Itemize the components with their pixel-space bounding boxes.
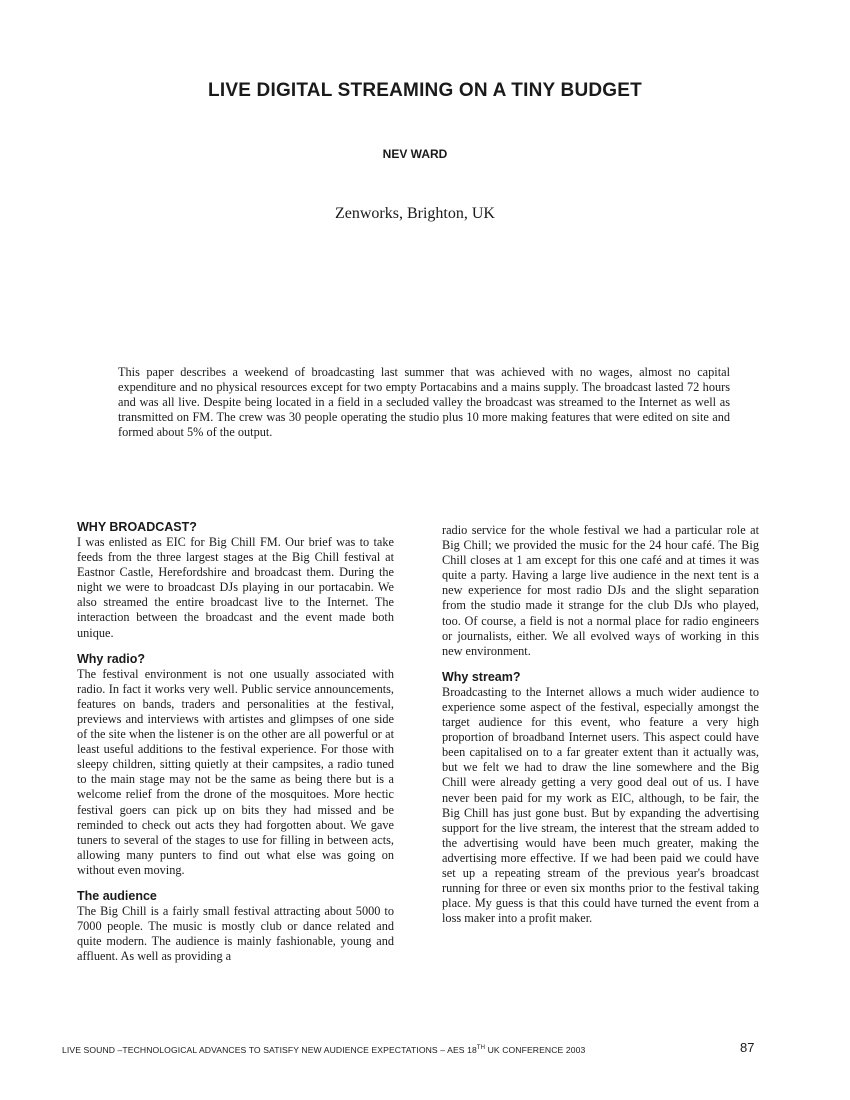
author-affiliation: Zenworks, Brighton, UK — [335, 205, 495, 222]
section-body-the-audience-part1: The Big Chill is a fairly small festival attracting about 5000 to 7000 people. The music is mostly club or dance related and quite modern. The audience is mainly fashionable, young and affluent. As well as providing a — [77, 903, 394, 964]
section-body-the-audience-part2: radio service for the whole festival we had a particular role at Big Chill; we provided the music for the 24 hour café. The Big Chill closes at 1 am except for this one café and at times it was quite a party. Having a large live audience in the next tent is a new experience for most radio DJs and the slight separation from the studio made it strange for the club DJs who played, too. Of course, a field is not a normal place for radio engineers or journalists, either. We all evolved ways of working in this new environment. — [442, 523, 759, 658]
footer-superscript: TH — [476, 1045, 486, 1052]
page-number: 87 — [740, 1040, 755, 1055]
section-heading-why-radio: Why radio? — [77, 651, 146, 666]
footer-text-end: UK CONFERENCE 2003 — [485, 1045, 586, 1055]
paper-title: LIVE DIGITAL STREAMING ON A TINY BUDGET — [208, 80, 642, 101]
section-body-why-radio: The festival environment is not one usually associated with radio. In fact it works very well. Public service announcements, features on bands, traders and personalities at the festival, previews and interviews with artistes and glimpses of one side of the site when the listener is on the other are all powerful or at least useful additions to the festival experience. For those with sleepy children, sitting quietly at their campsites, a radio tuned to the main stage may not be the same as being there but is a welcome relief from the drone of the mosquitoes. More hectic festival goers can pick up on bits they had missed and be reminded to check out acts they had forgotten about. We gave tuners to several of the stages to use for filling in between acts, allowing many punters to find out what else was going on without even moving. — [77, 666, 394, 877]
running-footer — [62, 1045, 702, 1055]
abstract: This paper describes a weekend of broadcasting last summer that was achieved with no wages, almost no capital expenditure and no physical resources except for two empty Portacabins and a mains supply. The broadcast lasted 72 hours and was all live. Despite being located in a field in a secluded valley the broadcast was streamed to the Internet as well as transmitted on FM. The crew was 30 people operating the studio plus 10 more making features that were edited on site and formed about 5% of the output. — [118, 365, 730, 440]
section-heading-the-audience: The audience — [77, 888, 157, 903]
author-name: NEV WARD — [382, 147, 448, 161]
section-heading-why-broadcast: WHY BROADCAST? — [77, 520, 197, 534]
section-body-why-broadcast: I was enlisted as EIC for Big Chill FM. Our brief was to take feeds from the three largest stages at the Big Chill festival at Eastnor Castle, Herefordshire and broadcast them. During the night we were to broadcast DJs playing in our portacabin. We also streamed the entire broadcast live to the Internet. The interaction between the broadcast and the event made both unique. — [77, 535, 394, 640]
right-column — [442, 523, 759, 937]
left-column — [77, 520, 394, 975]
footer-text: LIVE SOUND –TECHNOLOGICAL ADVANCES TO SATISFY NEW AUDIENCE EXPECTATIONS – AES 18 — [62, 1045, 477, 1055]
section-body-why-stream: Broadcasting to the Internet allows a much wider audience to experience some aspect of the festival, especially amongst the target audience for this event, who feature a very high proportion of broadband Internet users. This aspect could have been capitalised on to a far greater extent than it actually was, but we felt we had to draw the line somewhere and the Big Chill were already getting a very good deal out of us. I have never been paid for my work as EIC, although, to be fair, the Big Chill has just gone bust. But by expanding the advertising support for the live stream, the interest that the stream added to the advertising would have been much greater, making the advertising more effective. If we had been paid we could have set up a repeating stream of the previous year's broadcast running for three or even six months prior to the festival taking place. My guess is that this could have turned the event from a loss maker into a profit maker. — [442, 684, 759, 926]
section-heading-why-stream: Why stream? — [442, 669, 521, 684]
